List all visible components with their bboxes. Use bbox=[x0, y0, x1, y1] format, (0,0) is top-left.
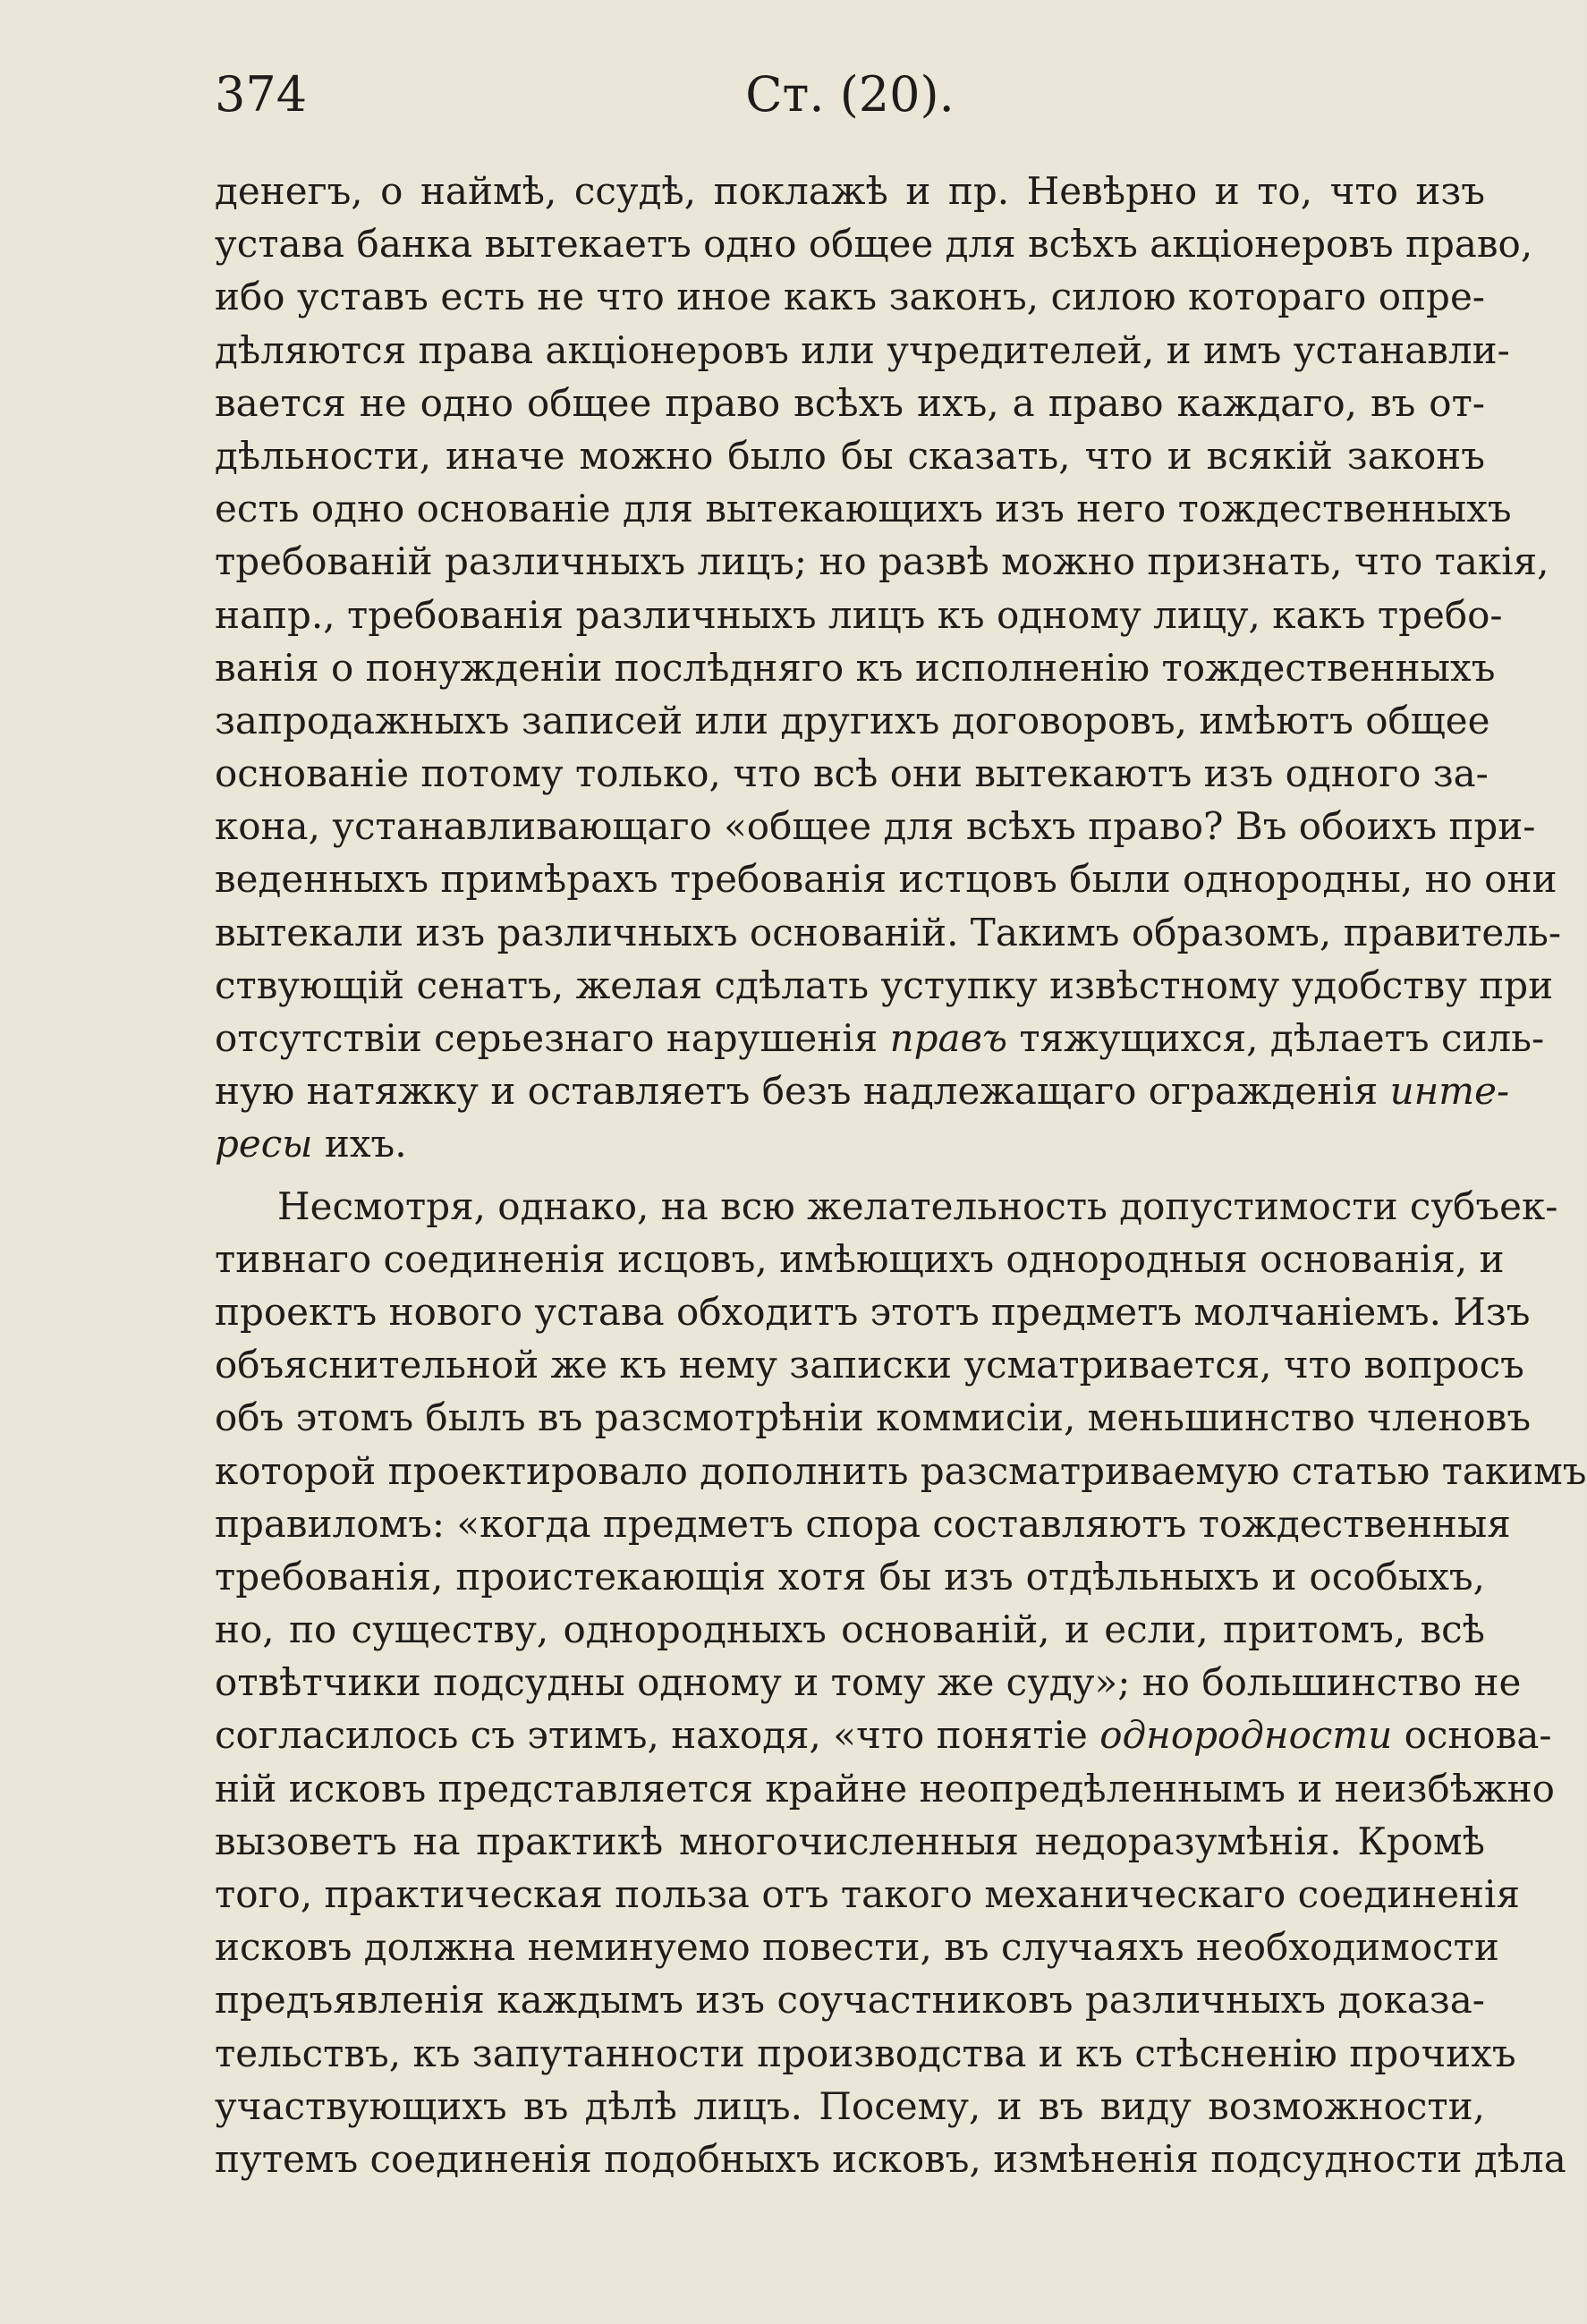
text-line: участвующихъ въ дѣлѣ лицъ. Посему, и въ виду возможности, bbox=[215, 2083, 1485, 2128]
text-line: исковъ должна неминуемо повести, въ случаяхъ необходимости bbox=[215, 1925, 1499, 1970]
text-line: кона, устанавливающаго «общее для всѣхъ право? Въ обоихъ при- bbox=[215, 804, 1536, 849]
text-run: ную натяжку и оставляетъ безъ надлежащаго огражденія bbox=[215, 1069, 1379, 1114]
text-line: вызоветъ на практикѣ многочисленныя недоразумѣнія. Кромѣ bbox=[215, 1819, 1485, 1863]
text-line: объяснительной же къ нему записки усматривается, что вопросъ bbox=[215, 1343, 1524, 1387]
text-run: тяжущихся, дѣлаетъ силь- bbox=[1019, 1016, 1545, 1060]
italic-text: инте- bbox=[1389, 1069, 1510, 1114]
italic-text: однородности bbox=[1099, 1713, 1393, 1758]
running-head bbox=[215, 59, 1485, 131]
text-line: ибо уставъ есть не что иное какъ законъ, силою котораго опре- bbox=[215, 275, 1485, 319]
text-line: устава банка вытекаетъ одно общее для всѣхъ акціонеровъ право, bbox=[215, 222, 1533, 267]
text-line: вается не одно общее право всѣхъ ихъ, а право каждаго, въ от- bbox=[215, 380, 1485, 425]
text-line: ній исковъ представляется крайне неопредѣленнымъ и неизбѣжно bbox=[215, 1766, 1555, 1811]
text-line: дѣльности, иначе можно было бы сказать, что и всякій законъ bbox=[215, 433, 1485, 478]
text-line: Несмотря, однако, на всю желательность допустимости субъек- bbox=[277, 1183, 1558, 1228]
text-line bbox=[215, 1064, 1510, 1117]
text-line: проектъ нового устава обходитъ этотъ предметъ молчаніемъ. Изъ bbox=[215, 1289, 1531, 1334]
text-line: ствующій сенатъ, желая сдѣлать уступку извѣстному удобству при bbox=[215, 963, 1554, 1007]
text-run: ихъ. bbox=[324, 1122, 407, 1166]
text-line: есть одно основаніе для вытекающихъ изъ него тождественныхъ bbox=[215, 487, 1512, 531]
section-reference: Ст. (20). bbox=[745, 66, 955, 123]
text-line: требованія, проистекающія хотя бы изъ отдѣльныхъ и особыхъ, bbox=[215, 1554, 1485, 1599]
text-run: отсутствіи серьезнаго нарушенія bbox=[215, 1016, 878, 1060]
text-line: которой проектировало дополнить разсматриваемую статью такимъ bbox=[215, 1448, 1587, 1493]
text-run: основа- bbox=[1404, 1713, 1552, 1758]
body-text bbox=[215, 165, 1587, 2185]
text-line: вытекали изъ различныхъ основаній. Такимъ образомъ, правитель- bbox=[215, 910, 1562, 954]
text-line: предъявленія каждымъ изъ соучастниковъ различныхъ доказа- bbox=[215, 1978, 1485, 2023]
text-line: требованій различныхъ лицъ; но развѣ можно признать, что такія, bbox=[215, 539, 1549, 584]
text-line: правиломъ: «когда предметъ спора составляютъ тождественныя bbox=[215, 1501, 1511, 1546]
paragraph-gap bbox=[215, 1171, 1485, 1180]
italic-text: ресы bbox=[215, 1122, 313, 1166]
text-line: тельствъ, къ запутанности производства и къ стѣсненію прочихъ bbox=[215, 2031, 1516, 2075]
text-line: основаніе потому только, что всѣ они вытекаютъ изъ одного за- bbox=[215, 751, 1489, 796]
text-line bbox=[215, 1012, 1545, 1064]
text-line: но, по существу, однородныхъ основаній, и если, притомъ, всѣ bbox=[215, 1607, 1485, 1652]
text-line: денегъ, о наймѣ, ссудѣ, поклажѣ и пр. Невѣрно и то, что изъ bbox=[215, 169, 1485, 213]
text-line: веденныхъ примѣрахъ требованія истцовъ были однородны, но они bbox=[215, 857, 1557, 902]
text-line: ванія о понужденіи послѣдняго къ исполненію тождественныхъ bbox=[215, 645, 1496, 690]
text-run: согласилось съ этимъ, находя, «что понятіе bbox=[215, 1713, 1088, 1758]
paragraph bbox=[215, 165, 1562, 1171]
text-line bbox=[215, 1709, 1552, 1761]
text-line: тивнаго соединенія исцовъ, имѣющихъ однородныя основанія, и bbox=[215, 1236, 1505, 1281]
paragraph bbox=[215, 1180, 1587, 2186]
text-line bbox=[215, 1117, 1485, 1170]
text-line: объ этомъ былъ въ разсмотрѣніи коммисіи, меньшинство членовъ bbox=[215, 1395, 1532, 1440]
text-line: дѣляются права акціонеровъ или учредителей, и имъ устанавли- bbox=[215, 327, 1510, 372]
text-line: путемъ соединенія подобныхъ исковъ, измѣненія подсудности дѣла bbox=[215, 2136, 1566, 2181]
text-line: напр., требованія различныхъ лицъ къ одному лицу, какъ требо- bbox=[215, 592, 1503, 637]
page-number: 374 bbox=[215, 66, 308, 123]
italic-text: правъ bbox=[889, 1016, 1007, 1060]
text-line: отвѣтчики подсудны одному и тому же суду»; но большинство не bbox=[215, 1660, 1522, 1705]
text-line: того, практическая польза отъ такого механическаго соединенія bbox=[215, 1872, 1520, 1916]
text-line: запродажныхъ записей или другихъ договоровъ, имѣютъ общее bbox=[215, 698, 1490, 742]
